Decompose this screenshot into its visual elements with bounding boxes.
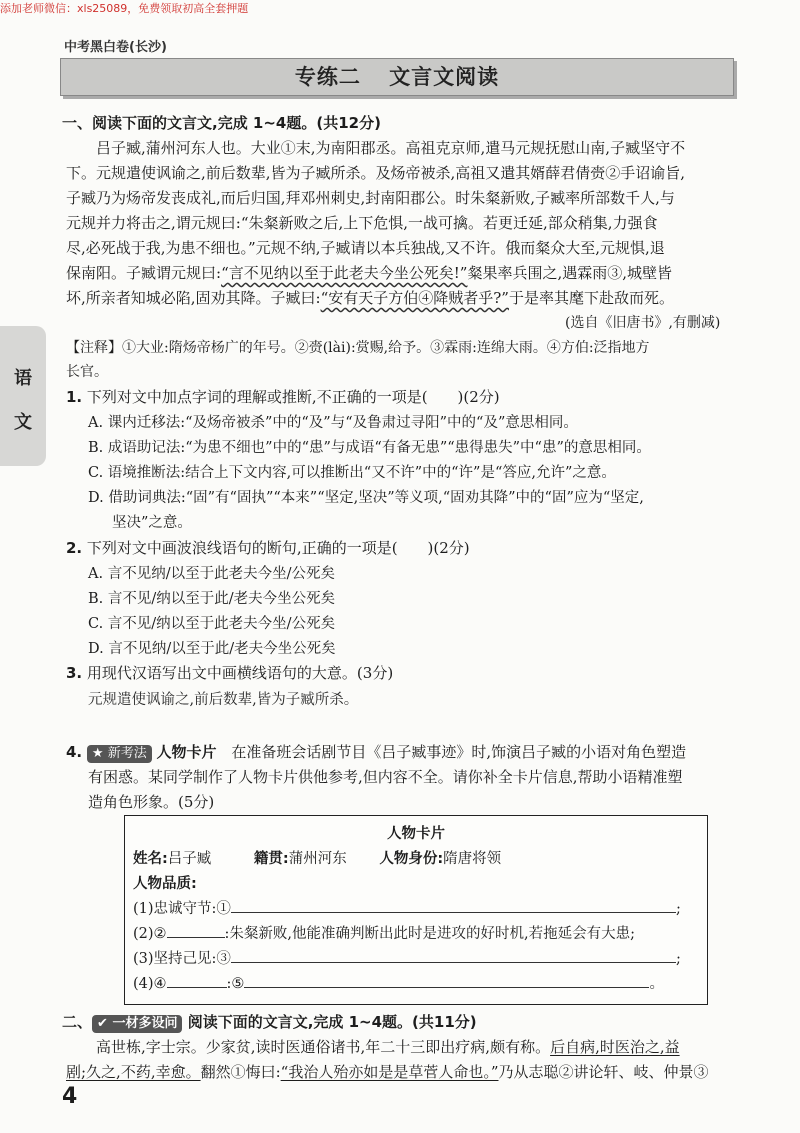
q1-option-a: A. 课内迁移法:“及炀帝被杀”中的“及”与“及鲁肃过寻阳”中的“及”意思相同。	[88, 415, 578, 431]
question-1	[66, 386, 500, 407]
q1-option-c: C. 语境推断法:结合上下文内容,可以推断出“又不许”中的“许”是“答应,允许”之意。	[88, 465, 616, 481]
blank-line-3[interactable]	[231, 948, 676, 963]
passage-line-6	[66, 262, 672, 283]
passage-line-7	[66, 287, 674, 308]
q1-option-b: B. 成语助记法:“为患不细也”中的“患”与成语“有备无患”“患得患失”中“患”的意思相同。	[88, 440, 651, 456]
passage-line-7-a: 坏,所亲者知城必陷,固劝其降。子臧曰:	[66, 289, 321, 307]
card-row-1-end: ;	[675, 901, 681, 917]
section2-line-2	[66, 1061, 709, 1082]
running-head: 中考黑白卷(长沙)	[64, 40, 167, 55]
multi-question-badge: ✔ 一材多设问	[92, 1015, 182, 1033]
question-4-stem-1: 在准备班会话剧节目《吕子臧事迹》时,饰演吕子臧的小语对角色塑造	[231, 743, 687, 761]
question-3	[66, 662, 393, 683]
blank-line-2[interactable]	[167, 923, 225, 938]
section2-prefix: 二、	[62, 1013, 93, 1031]
banner-series: 专练二	[294, 65, 361, 89]
section2-heading-row	[62, 1011, 477, 1033]
new-method-badge: ★ 新考法	[87, 745, 152, 763]
section2-line-2-b: 乃从志聪②讲论轩、岐、仲景③	[498, 1063, 709, 1081]
watermark-text: 添加老师微信：xls25089，免费领取初高全套押题	[0, 2, 249, 15]
card-row-4	[133, 972, 664, 993]
question-3-stem: 用现代汉语写出文中画横线语句的大意。(3分)	[86, 664, 394, 682]
q2-option-b: B. 言不见/纳以至于此/老夫今坐公死矣	[88, 591, 336, 607]
card-title: 人物卡片	[387, 826, 445, 842]
question-2-stem: 下列对文中画波浪线语句的断句,正确的一项是( )(2分)	[86, 539, 470, 557]
page-number: 4	[62, 1084, 78, 1109]
q2-option-d: D. 言不见纳/以至于此/老夫今坐公死矣	[88, 641, 336, 657]
section1-heading: 一、阅读下面的文言文,完成 1~4题。(共12分)	[62, 114, 381, 132]
section2-line-1	[96, 1036, 680, 1057]
card-identity: 隋唐将领	[443, 851, 502, 867]
blank-line-5[interactable]	[244, 973, 649, 988]
section2-heading: 阅读下面的文言文,完成 1~4题。(共11分)	[187, 1013, 477, 1031]
side-tab-char-2: 文	[14, 412, 32, 433]
question-2	[66, 537, 470, 558]
passage-line-6-b: 粲果率兵围之,遇霖雨③,城壁皆	[467, 264, 672, 282]
card-row-1-label: (1)忠诚守节:①	[133, 901, 231, 917]
card-row-3-end: ;	[675, 951, 681, 967]
question-3-number: 3.	[66, 664, 83, 682]
card-row-3	[133, 947, 681, 968]
card-quality-label: 人物品质:	[133, 876, 197, 892]
card-name-label: 姓名:	[133, 851, 168, 867]
card-row-4-end: 。	[649, 976, 664, 992]
card-row-2-label: (2)②	[133, 926, 167, 942]
question-3-sentence: 元规遣使讽谕之,前后数辈,皆为子臧所杀。	[88, 692, 359, 708]
question-2-number: 2.	[66, 539, 83, 557]
question-4	[66, 741, 686, 763]
q1-option-d: D. 借助词典法:“固”有“固执”“本来”“坚定,坚决”等义项,“固劝其降”中的“固”应为“坚定,	[88, 490, 644, 506]
passage-line-5: 尽,必死战于我,为患不细也。”元规不纳,子臧请以本兵独战,又不许。俄而粲众大至,元规惧,退	[66, 239, 665, 257]
passage-line-7-b: 于是率其麾下赴敌而死。	[508, 289, 674, 307]
card-row-4-mid: :⑤	[226, 976, 245, 992]
card-row-1	[133, 897, 681, 918]
character-card	[124, 815, 708, 1005]
blank-line-1[interactable]	[231, 898, 676, 913]
card-row-2-text: :朱粲新败,他能准确判断出此时是进攻的好时机,若拖延会有大患;	[224, 926, 636, 942]
question-1-number: 1.	[66, 388, 83, 406]
passage-line-3: 子臧乃为炀帝发丧成礼,而后归国,拜邓州刺史,封南阳郡公。时朱粲新败,子臧率所部数千人,与	[66, 189, 675, 207]
card-identity-label: 人物身份:	[379, 851, 444, 867]
wavy-underlined-quote: “安有天子方伯④降贼者乎?”	[320, 289, 509, 307]
notes-line-2: 长官。	[66, 364, 108, 380]
banner-topic: 文言文阅读	[389, 65, 500, 89]
passage-line-6-a: 保南阳。子臧谓元规曰:	[66, 264, 222, 282]
section2-underlined-3: “我治人殆亦如是是草菅人命也。”	[280, 1063, 499, 1081]
card-origin: 蒲州河东	[288, 851, 347, 867]
section2-underlined-2: 剧;久之,不药,幸愈。	[66, 1063, 201, 1081]
q2-option-a: A. 言不见纳/以至于此老夫今坐/公死矣	[88, 566, 335, 582]
section2-line-2-a: 翻然①悔曰:	[200, 1063, 281, 1081]
section2-line-1-a: 高世栋,字士宗。少家贫,读时医通俗诸书,年二十三即出疗病,颇有称。	[96, 1038, 551, 1056]
card-row-2	[133, 922, 635, 943]
passage-line-2: 下。元规遣使讽谕之,前后数辈,皆为子臧所杀。及炀帝被杀,高祖又遣其婿薛君倩赍②手诏谕旨,	[66, 164, 686, 182]
blank-line-4[interactable]	[167, 973, 227, 988]
q2-option-c: C. 言不见/纳以至于此老夫今坐/公死矣	[88, 616, 336, 632]
question-1-stem: 下列对文中加点字词的理解或推断,不正确的一项是( )(2分)	[86, 388, 500, 406]
card-row-4-label: (4)④	[133, 976, 167, 992]
card-origin-label: 籍贯:	[253, 851, 289, 867]
question-4-stem-2: 有困惑。某同学制作了人物卡片供他参考,但内容不全。请你补全卡片信息,帮助小语精准塑	[88, 768, 683, 786]
section2-underlined-1: 后自病,时医治之,益	[550, 1038, 680, 1056]
passage-line-1: 吕子臧,蒲州河东人也。大业①末,为南阳郡丞。高祖克京师,遣马元规抚慰山南,子臧坚守不	[96, 139, 686, 157]
card-name: 吕子臧	[167, 851, 212, 867]
subject-side-tab	[0, 326, 46, 466]
question-4-stem-3: 造角色形象。(5分)	[88, 793, 215, 811]
side-tab-char-1: 语	[14, 368, 32, 389]
question-4-label: 人物卡片	[156, 743, 217, 761]
notes-line-1: 【注释】①大业:隋炀帝杨广的年号。②赍(lài):赏赐,给予。③霖雨:连绵大雨。④方伯:泛指地方	[66, 340, 650, 356]
card-info-row	[133, 847, 501, 868]
passage-source: (选自《旧唐书》,有删减)	[565, 315, 721, 331]
card-row-3-label: (3)坚持己见:③	[133, 951, 231, 967]
section-banner	[60, 58, 734, 96]
wavy-underlined-sentence: “言不见纳以至于此老夫今坐公死矣!”	[221, 264, 468, 282]
question-4-number: 4.	[66, 743, 83, 761]
q1-option-d-cont: 坚决”之意。	[112, 515, 192, 531]
new-method-badge-text: 新考法	[107, 746, 147, 761]
passage-line-4: 元规并力将击之,谓元规曰:“朱粲新败之后,上下危惧,一战可擒。若更迁延,部众稍集,力强食	[66, 214, 658, 232]
multi-question-badge-text: 一材多设问	[112, 1016, 178, 1031]
banner-title	[61, 59, 733, 95]
